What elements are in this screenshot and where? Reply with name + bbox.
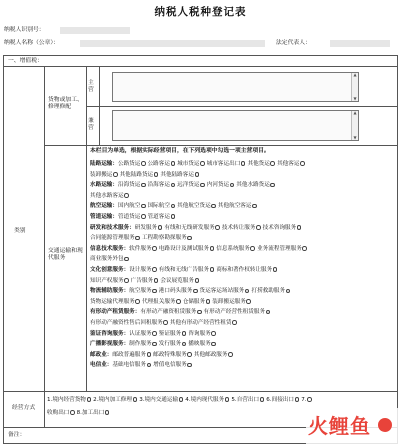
option-label: 内河货运 xyxy=(206,182,230,189)
radio-button-icon[interactable] xyxy=(252,204,257,209)
service-row xyxy=(90,180,395,191)
legal-rep-label: 法定代表人： xyxy=(276,40,311,46)
service-option[interactable] xyxy=(277,161,305,167)
radio-button-icon[interactable] xyxy=(225,397,230,402)
service-option[interactable] xyxy=(164,225,220,231)
service-row xyxy=(90,265,395,276)
option-label: 港口码头服务 xyxy=(158,288,193,295)
divider xyxy=(86,106,398,107)
radio-button-icon[interactable] xyxy=(270,161,275,166)
option-label: 5.自营出口 xyxy=(231,397,260,403)
radio-button-icon[interactable] xyxy=(171,204,176,209)
goods-processing-label: 货物或加工、修理修配 xyxy=(48,97,83,110)
radio-button-icon[interactable] xyxy=(152,289,157,294)
service-option[interactable] xyxy=(257,246,307,252)
radio-button-icon[interactable] xyxy=(256,225,261,230)
option-label: 有形动产经营性租赁服务 xyxy=(203,309,266,316)
service-row xyxy=(90,286,395,297)
radio-button-icon[interactable] xyxy=(154,278,159,283)
service-option[interactable] xyxy=(131,278,159,284)
radio-button-icon[interactable] xyxy=(141,183,146,188)
radio-button-icon[interactable] xyxy=(152,267,157,272)
service-option[interactable] xyxy=(247,161,275,167)
watermark-logo xyxy=(306,408,398,444)
option-label: 增值电信服务 xyxy=(153,362,187,369)
radio-button-icon[interactable] xyxy=(187,363,192,368)
option-label: 代理报关服务 xyxy=(141,298,176,305)
option-label: 发行服务 xyxy=(158,341,182,348)
service-section-label: 航空运输： xyxy=(90,203,118,210)
radio-button-icon[interactable] xyxy=(246,299,251,304)
radio-button-icon[interactable] xyxy=(113,172,118,177)
radio-button-icon[interactable] xyxy=(182,331,187,336)
radio-button-icon[interactable] xyxy=(154,172,159,177)
service-option[interactable] xyxy=(188,341,216,347)
radio-button-icon[interactable] xyxy=(193,289,198,294)
service-option[interactable] xyxy=(135,225,163,231)
remarks-label: 备注： xyxy=(8,432,26,438)
option-label: 业务流程管理服务 xyxy=(257,245,302,252)
sideline-business-textarea[interactable] xyxy=(112,110,359,141)
option-label: 邮政特殊服务 xyxy=(153,351,187,358)
service-row xyxy=(90,350,395,361)
operation-option[interactable] xyxy=(47,397,91,403)
service-row xyxy=(90,159,395,170)
vat-section-label: 一、增值税： xyxy=(8,58,43,64)
operation-option[interactable] xyxy=(77,410,110,416)
radio-button-icon[interactable] xyxy=(152,246,157,251)
service-option[interactable] xyxy=(153,352,192,358)
option-label: 公路客运 xyxy=(147,161,170,167)
option-label: 装卸搬运 xyxy=(90,171,113,178)
service-option[interactable] xyxy=(153,362,192,368)
service-section-label: 管道运输： xyxy=(90,213,118,220)
service-option[interactable] xyxy=(263,225,302,231)
service-option[interactable] xyxy=(212,299,251,305)
radio-button-icon[interactable] xyxy=(230,183,235,188)
service-section-label: 广播影视服务： xyxy=(90,341,130,348)
main-business-label: 主营 xyxy=(88,80,94,93)
radio-button-icon[interactable] xyxy=(133,397,138,402)
service-row xyxy=(90,212,395,223)
service-option[interactable] xyxy=(148,214,176,220)
service-option[interactable] xyxy=(112,352,151,358)
radio-button-icon[interactable] xyxy=(228,352,233,357)
divider xyxy=(44,66,45,391)
option-label: 其他货运 xyxy=(247,161,270,167)
service-option[interactable] xyxy=(142,235,192,241)
service-row xyxy=(90,223,395,234)
operation-option[interactable] xyxy=(185,397,229,403)
service-section-label: 陆路运输： xyxy=(90,161,118,167)
radio-button-icon[interactable] xyxy=(295,397,300,402)
option-label: 远洋货运 xyxy=(177,182,200,189)
radio-button-icon[interactable] xyxy=(152,331,157,336)
option-label: 城市货运 xyxy=(177,161,200,167)
radio-button-icon[interactable] xyxy=(179,397,184,402)
service-option[interactable] xyxy=(118,203,146,209)
taxpayer-id-label: 纳税人识别号： xyxy=(4,27,45,33)
radio-button-icon[interactable] xyxy=(105,410,110,415)
radio-button-icon[interactable] xyxy=(270,183,275,188)
radio-button-icon[interactable] xyxy=(176,299,181,304)
service-option[interactable] xyxy=(120,172,159,178)
main-business-textarea[interactable] xyxy=(112,72,359,102)
option-label: 有形动产融资租赁服务 xyxy=(140,309,197,316)
option-label: 广告服务 xyxy=(130,277,154,284)
service-row xyxy=(90,233,395,244)
option-label: 货运客运场站服务 xyxy=(199,288,245,295)
radio-button-icon[interactable] xyxy=(124,278,129,283)
radio-button-icon[interactable] xyxy=(215,225,220,230)
radio-button-icon[interactable] xyxy=(307,397,312,402)
radio-button-icon[interactable] xyxy=(210,246,215,251)
option-label: 7. xyxy=(301,397,307,403)
transport-modern-label: 交通运输和现代服务 xyxy=(48,248,83,261)
option-label: 6.间接出口 xyxy=(266,397,294,403)
service-option[interactable] xyxy=(207,161,246,167)
divider xyxy=(3,66,398,67)
radio-button-icon[interactable] xyxy=(286,289,291,294)
service-row xyxy=(90,339,395,350)
radio-button-icon[interactable] xyxy=(211,342,216,347)
option-label: 设计服务 xyxy=(129,266,152,273)
option-label: 咨询服务 xyxy=(188,330,211,337)
radio-button-icon[interactable] xyxy=(163,320,168,325)
radio-button-icon[interactable] xyxy=(87,397,92,402)
option-label: 其他有形动产经营性租赁 xyxy=(169,319,232,326)
service-row xyxy=(90,307,395,318)
option-label: 会议展览服务 xyxy=(160,277,194,284)
service-option[interactable] xyxy=(216,246,255,252)
option-label: 其他陆路客运 xyxy=(160,171,194,178)
scroll-up-icon[interactable]: ▲ xyxy=(353,110,357,115)
service-option[interactable] xyxy=(222,225,261,231)
scroll-down-icon[interactable]: ▼ xyxy=(353,135,357,140)
service-option[interactable] xyxy=(129,267,157,273)
option-label: 管道货运 xyxy=(117,213,141,220)
services-instruction: 本栏目为单选，根据实际经营项目，在下列选项中勾选一项主营项目。 xyxy=(90,148,270,154)
service-option[interactable] xyxy=(159,288,198,294)
option-label: 货物运输代理服务 xyxy=(90,298,135,305)
service-option[interactable] xyxy=(218,203,257,209)
service-section-label: 有形动产租赁服务： xyxy=(90,309,141,316)
radio-button-icon[interactable] xyxy=(297,225,302,230)
radio-button-icon[interactable] xyxy=(273,267,278,272)
option-label: 航空服务 xyxy=(129,288,152,295)
option-label: 仓储服务 xyxy=(182,298,206,305)
radio-button-icon[interactable] xyxy=(70,410,75,415)
service-row xyxy=(90,191,395,202)
service-option[interactable] xyxy=(170,320,237,326)
service-option[interactable] xyxy=(183,299,211,305)
service-option[interactable] xyxy=(160,172,199,178)
radio-button-icon[interactable] xyxy=(195,172,200,177)
option-label: 邮政普遍服务 xyxy=(112,351,146,358)
service-section-label: 研发和技术服务： xyxy=(90,224,135,231)
service-option[interactable] xyxy=(90,320,168,326)
operation-mode-label: 经营方式 xyxy=(12,405,36,411)
option-label: 有线和无线研发服务 xyxy=(164,224,215,231)
service-option[interactable] xyxy=(159,246,215,252)
divider xyxy=(3,391,398,392)
service-option[interactable] xyxy=(159,331,187,337)
service-option[interactable] xyxy=(251,288,290,294)
category-label: 类别 xyxy=(14,228,26,234)
service-option[interactable] xyxy=(90,299,140,305)
service-option[interactable] xyxy=(177,203,216,209)
service-option[interactable] xyxy=(112,362,151,368)
radio-button-icon[interactable] xyxy=(147,363,152,368)
operation-option[interactable] xyxy=(47,410,75,416)
operation-option[interactable] xyxy=(139,397,183,403)
service-option[interactable] xyxy=(90,256,129,262)
operation-options-line1 xyxy=(47,397,314,404)
service-row xyxy=(90,329,395,340)
option-label: 其他航空货运 xyxy=(177,203,211,210)
service-row xyxy=(90,360,395,371)
service-option[interactable] xyxy=(142,299,181,305)
option-label: 合同能源管理服务 xyxy=(90,235,135,242)
service-section-label: 鉴证咨询服务： xyxy=(90,330,130,337)
radio-button-icon[interactable] xyxy=(152,342,157,347)
service-row xyxy=(90,244,395,255)
service-row xyxy=(90,276,395,287)
radio-button-icon[interactable] xyxy=(158,225,163,230)
service-option[interactable] xyxy=(129,331,157,337)
option-label: 打捞救助服务 xyxy=(251,288,286,295)
radio-button-icon[interactable] xyxy=(245,289,250,294)
option-label: 其他水路货运 xyxy=(236,182,270,189)
option-label: 商标和著作权转让服务 xyxy=(216,266,273,273)
service-option[interactable] xyxy=(129,246,157,252)
option-label: 公路货运 xyxy=(117,161,141,167)
service-option[interactable] xyxy=(236,182,275,188)
option-label: 其他邮政服务 xyxy=(193,351,228,358)
service-option[interactable] xyxy=(204,309,271,315)
radio-button-icon[interactable] xyxy=(302,246,307,251)
radio-button-icon[interactable] xyxy=(241,161,246,166)
option-label: 技术转让服务 xyxy=(221,224,256,231)
radio-button-icon[interactable] xyxy=(232,320,237,325)
service-option[interactable] xyxy=(90,172,118,178)
service-option[interactable] xyxy=(90,278,129,284)
legal-rep-value-redacted xyxy=(330,40,390,47)
option-label: 国内航空 xyxy=(117,203,141,210)
option-label: 有线和无线广告服务 xyxy=(158,266,210,273)
option-label: 沿海客运 xyxy=(147,182,170,189)
taxpayer-name-label: 纳税人名称（公章）： xyxy=(4,40,60,46)
watermark-text: 火鲤鱼 xyxy=(308,414,371,438)
service-option[interactable] xyxy=(118,182,146,188)
service-option[interactable] xyxy=(177,182,205,188)
option-label: 有形动产融资性售后回租服务 xyxy=(90,319,163,326)
scroll-down-icon[interactable]: ▼ xyxy=(353,96,357,101)
radio-button-icon[interactable] xyxy=(260,397,265,402)
service-section-label: 物流辅助服务： xyxy=(90,288,130,295)
service-option[interactable] xyxy=(159,341,187,347)
service-option[interactable] xyxy=(90,193,129,199)
service-option[interactable] xyxy=(148,203,176,209)
service-section-label: 信息技术服务： xyxy=(90,245,130,252)
option-label: 基础电信服务 xyxy=(112,362,146,369)
radio-button-icon[interactable] xyxy=(266,310,271,315)
option-label: 商业服务外包 xyxy=(90,256,124,263)
radio-button-icon[interactable] xyxy=(141,161,146,166)
operation-options-line2 xyxy=(47,410,111,417)
services-options xyxy=(90,159,395,371)
option-label: 电路设计及测试服务 xyxy=(158,245,210,252)
option-label: 信息系统服务 xyxy=(216,245,250,252)
radio-button-icon[interactable] xyxy=(124,193,129,198)
service-row xyxy=(90,170,395,181)
service-section-label: 电信业： xyxy=(90,362,113,369)
sideline-business-scrollbar[interactable] xyxy=(351,111,358,140)
main-business-scrollbar[interactable] xyxy=(351,73,358,101)
option-label: 装卸搬运服务 xyxy=(212,298,246,305)
operation-option[interactable] xyxy=(266,397,299,403)
radio-button-icon[interactable] xyxy=(210,267,215,272)
service-option[interactable] xyxy=(188,331,216,337)
option-label: 4.境内现代服务 xyxy=(185,397,225,403)
service-option[interactable] xyxy=(140,309,201,315)
divider xyxy=(44,391,45,427)
service-section-label: 水路运输： xyxy=(90,182,118,189)
radio-button-icon[interactable] xyxy=(211,331,216,336)
form-title: 纳税人税种登记表 xyxy=(154,6,247,18)
radio-button-icon[interactable] xyxy=(197,310,202,315)
taxpayer-name-value-redacted xyxy=(80,40,265,47)
radio-button-icon[interactable] xyxy=(211,204,216,209)
service-section-label: 文化创意服务： xyxy=(90,266,130,273)
option-label: 播映服务 xyxy=(188,341,211,348)
taxpayer-id-value-redacted xyxy=(60,27,130,34)
service-option[interactable] xyxy=(159,267,215,273)
option-label: 技术咨询服务 xyxy=(262,224,297,231)
service-option[interactable] xyxy=(148,161,176,167)
service-option[interactable] xyxy=(129,288,157,294)
radio-button-icon[interactable] xyxy=(300,161,305,166)
option-label: 城市客运出口 xyxy=(206,161,241,167)
option-label: 1.境内经营货物 xyxy=(47,397,86,403)
radio-button-icon[interactable] xyxy=(171,183,176,188)
service-row xyxy=(90,318,395,329)
service-option[interactable] xyxy=(207,182,235,188)
radio-button-icon[interactable] xyxy=(250,246,255,251)
option-label: 其他航空客运 xyxy=(217,203,252,210)
service-option[interactable] xyxy=(90,235,140,241)
radio-button-icon[interactable] xyxy=(141,204,146,209)
option-label: 研发服务 xyxy=(134,224,158,231)
option-label: 知识产权服务 xyxy=(90,277,124,284)
service-row xyxy=(90,201,395,212)
service-row xyxy=(90,297,395,308)
option-label: 鉴证服务 xyxy=(158,330,182,337)
radio-button-icon[interactable] xyxy=(135,236,140,241)
operation-option[interactable] xyxy=(93,397,137,403)
option-label: 其他水路客运 xyxy=(90,192,124,199)
service-option[interactable] xyxy=(177,161,205,167)
radio-button-icon[interactable] xyxy=(200,183,205,188)
divider xyxy=(86,66,87,391)
option-label: 收购出口 xyxy=(47,410,70,416)
operation-option[interactable] xyxy=(231,397,264,403)
service-option[interactable] xyxy=(118,161,146,167)
service-row xyxy=(90,254,395,265)
radio-button-icon[interactable] xyxy=(200,161,205,166)
radio-button-icon[interactable] xyxy=(187,352,192,357)
option-label: 3.境内交通运输 xyxy=(139,397,179,403)
option-label: 管道客运 xyxy=(147,213,170,220)
option-label: 8.加工出口 xyxy=(76,410,105,416)
option-label: 制作服务 xyxy=(129,341,152,348)
option-label: 沿海货运 xyxy=(117,182,141,189)
option-label: 认证服务 xyxy=(129,330,152,337)
radio-button-icon[interactable] xyxy=(206,299,211,304)
sideline-business-label: 兼营 xyxy=(88,118,94,131)
radio-button-icon[interactable] xyxy=(195,278,200,283)
service-option[interactable] xyxy=(216,267,277,273)
radio-button-icon[interactable] xyxy=(182,342,187,347)
divider xyxy=(44,145,398,146)
radio-button-icon[interactable] xyxy=(135,299,140,304)
option-label: 软件服务 xyxy=(129,245,152,252)
service-option[interactable] xyxy=(160,278,199,284)
radio-button-icon[interactable] xyxy=(171,161,176,166)
scroll-up-icon[interactable]: ▲ xyxy=(353,72,357,77)
operation-option[interactable] xyxy=(301,397,312,403)
radio-button-icon[interactable] xyxy=(171,214,176,219)
radio-button-icon[interactable] xyxy=(187,236,192,241)
service-option[interactable] xyxy=(129,341,157,347)
radio-button-icon[interactable] xyxy=(124,257,129,262)
radio-button-icon[interactable] xyxy=(147,352,152,357)
service-option[interactable] xyxy=(118,214,146,220)
option-label: 工程勘察勘探服务 xyxy=(141,235,187,242)
option-label: 2.境内加工修理 xyxy=(93,397,132,403)
service-option[interactable] xyxy=(148,182,176,188)
option-label: 其他陆路货运 xyxy=(119,171,154,178)
service-section-label: 邮政业： xyxy=(90,351,113,358)
option-label: 国际航空 xyxy=(147,203,170,210)
service-option[interactable] xyxy=(200,288,250,294)
radio-button-icon[interactable] xyxy=(141,214,146,219)
option-label: 其他客运 xyxy=(277,161,300,167)
fish-icon xyxy=(378,418,392,432)
service-option[interactable] xyxy=(194,352,233,358)
